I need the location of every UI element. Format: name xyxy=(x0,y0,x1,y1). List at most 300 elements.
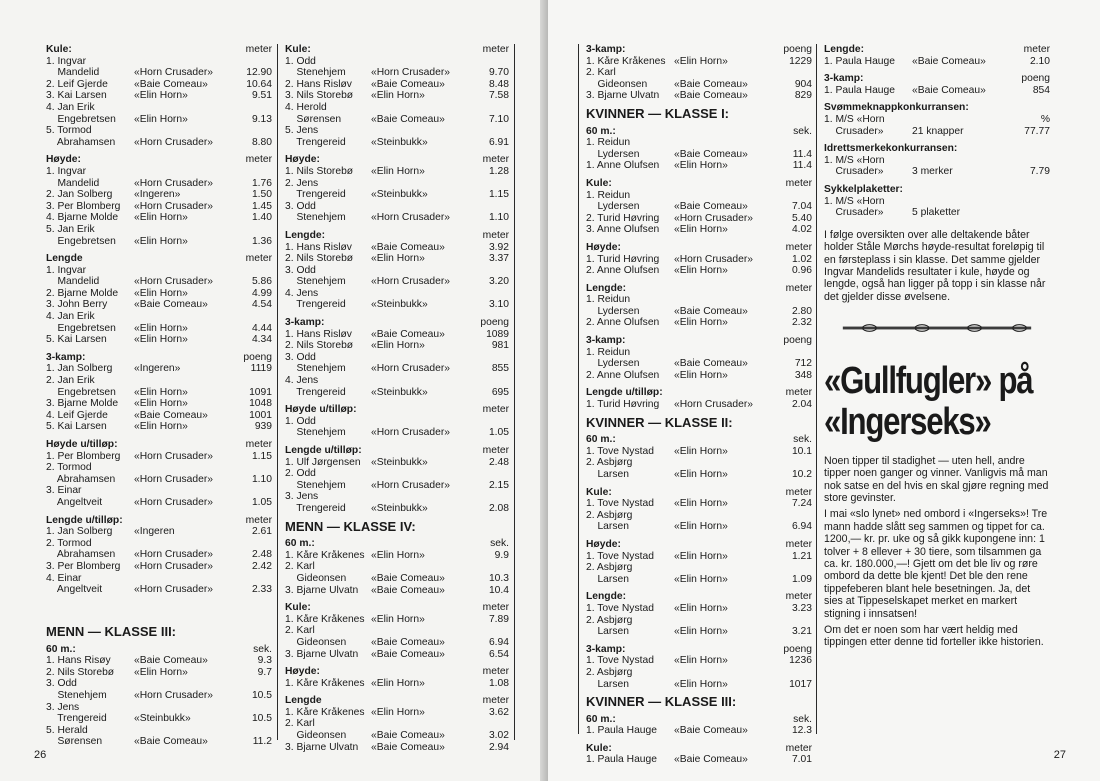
result-value: 1089 xyxy=(486,328,509,340)
result-value: 1.36 xyxy=(251,235,272,247)
athlete-name: 1. Per Blomberg xyxy=(46,450,121,462)
result-row xyxy=(586,446,812,458)
results-section xyxy=(285,602,509,660)
athlete-name: 1. Tove Nystad xyxy=(586,655,654,667)
section-header xyxy=(46,154,272,166)
result-row xyxy=(586,562,812,574)
athlete-name: Angeltveit xyxy=(46,584,103,596)
result-value xyxy=(469,468,509,480)
athlete-name: Engebretsen xyxy=(46,322,116,334)
athlete-name: 1. Kåre Kråkenes xyxy=(285,677,365,689)
result-value xyxy=(1010,196,1050,208)
results-section xyxy=(285,317,509,398)
result-row xyxy=(285,288,509,300)
result-value xyxy=(469,288,509,300)
athlete-name: 2. Asbjørg xyxy=(586,562,633,574)
section-unit: meter xyxy=(245,44,272,55)
results-column-3 xyxy=(586,44,812,772)
result-value: 11.2 xyxy=(252,736,272,748)
result-row xyxy=(586,224,812,236)
athlete-name: 1. Odd xyxy=(285,415,316,427)
section-title: Lengde: xyxy=(824,44,865,55)
result-value: 12.3 xyxy=(791,725,812,737)
result-row xyxy=(586,457,812,469)
section-title: 3-kamp: xyxy=(586,335,626,347)
team-name: «Elin Horn» xyxy=(134,235,188,247)
result-row xyxy=(46,236,272,248)
team-name: «Baie Comeau» xyxy=(674,78,748,90)
section-unit: meter xyxy=(482,602,509,614)
team-name: «Elin Horn» xyxy=(674,678,728,690)
result-value: 2.32 xyxy=(791,317,812,329)
section-header xyxy=(46,439,272,451)
result-row xyxy=(285,561,509,573)
result-row xyxy=(285,201,509,213)
athlete-name: 1. M/S «Horn xyxy=(824,195,885,207)
team-name: «Elin Horn» xyxy=(674,626,728,638)
athlete-name: 1. Odd xyxy=(285,55,316,67)
result-value: 1.09 xyxy=(791,573,812,585)
section-unit: meter xyxy=(245,514,272,526)
team-name: «Baie Comeau» xyxy=(912,84,986,96)
result-value: 1.05 xyxy=(251,496,272,508)
team-name xyxy=(371,201,469,213)
result-value: 1.28 xyxy=(488,165,509,177)
result-row xyxy=(285,352,509,364)
athlete-name: 4. Leif Gjerde xyxy=(46,409,108,421)
team-name xyxy=(134,311,232,323)
athlete-name: 1. Paula Hauge xyxy=(824,84,895,96)
result-row xyxy=(46,398,272,410)
result-value: 7.04 xyxy=(791,201,812,213)
result-row xyxy=(285,730,509,742)
result-row xyxy=(46,79,272,91)
team-name: «Elin Horn» xyxy=(371,706,425,718)
athlete-name: 5. Tormod xyxy=(46,125,92,137)
result-row xyxy=(586,67,812,79)
result-row xyxy=(586,201,812,213)
team-name: «Elin Horn» xyxy=(674,498,728,510)
athlete-name: Lydersen xyxy=(586,305,640,317)
result-row xyxy=(285,573,509,585)
result-value xyxy=(469,265,509,277)
results-section xyxy=(285,666,509,689)
athlete-name: 2. Asbjørg xyxy=(586,614,633,626)
athlete-name: 2. Tormod xyxy=(46,462,92,474)
result-row xyxy=(46,212,272,224)
athlete-name: Trengereid xyxy=(285,299,346,311)
results-note: I følge oversikten over alle deltakende båter holder Ståle Mørchs høyde-resultat foreløpig til en førsteplass i sin klasse. Det samme gjelder Ingvar Mandelids resultater i kule, høyde og lengde, også han ligger på topp i sin klasse når det gjelder disse øvelsene. xyxy=(824,228,1046,303)
section-header xyxy=(586,434,812,446)
result-row xyxy=(586,160,812,172)
result-row xyxy=(285,253,509,265)
result-value: 3.62 xyxy=(488,706,509,718)
section-title: 60 m.: xyxy=(46,643,76,655)
athlete-name: 4. Jan Erik xyxy=(46,101,95,113)
result-row xyxy=(824,114,1050,126)
section-unit: meter xyxy=(785,742,812,754)
athlete-name: Abrahamsen xyxy=(46,473,116,485)
team-name: «Baie Comeau» xyxy=(371,328,445,340)
athlete-name: 1. Nils Storebø xyxy=(285,165,354,177)
athlete-name: 3. Odd xyxy=(285,200,316,212)
section-header xyxy=(285,602,509,614)
athlete-name: 5. Kai Larsen xyxy=(46,334,107,346)
athlete-name: 2. Asbjørg xyxy=(586,457,633,469)
results-column-1 xyxy=(46,44,272,602)
section-title: Lengde u/tilløp: xyxy=(285,445,362,456)
result-value xyxy=(232,166,272,178)
section-unit: meter xyxy=(785,177,812,189)
result-value: 6.91 xyxy=(488,136,509,148)
results-section xyxy=(285,695,509,753)
result-row xyxy=(586,510,812,522)
team-name: «Steinbukk» xyxy=(371,386,428,398)
result-value: 2.94 xyxy=(488,741,509,753)
team-name: «Horn Crusader» xyxy=(371,363,450,375)
section-title: Høyde u/tilløp: xyxy=(46,439,118,450)
result-row xyxy=(285,178,509,190)
athlete-name: 1. Ulf Jørgensen xyxy=(285,456,361,468)
section-title: Kule: xyxy=(285,44,311,55)
result-row xyxy=(285,102,509,114)
result-value: 4.54 xyxy=(251,299,272,311)
athlete-name: Engebretsen xyxy=(46,113,116,125)
team-name: «Horn Crusader» xyxy=(134,473,213,485)
result-row xyxy=(586,294,812,306)
section-title: 60 m.: xyxy=(586,125,616,137)
team-name: «Baie Comeau» xyxy=(371,741,445,753)
results-section xyxy=(46,626,272,638)
athlete-name: Trengereid xyxy=(285,189,346,201)
results-section xyxy=(586,591,812,637)
athlete-name: 2. Nils Storebø xyxy=(46,666,115,678)
result-row xyxy=(46,375,272,387)
team-name: «Baie Comeau» xyxy=(134,299,208,311)
result-row xyxy=(46,125,272,137)
section-unit: sek. xyxy=(253,643,272,655)
athlete-name: 5. Herald xyxy=(46,724,88,736)
team-name xyxy=(674,67,772,79)
result-row xyxy=(46,538,272,550)
result-value: 3.23 xyxy=(791,602,812,614)
section-header xyxy=(46,644,272,656)
team-name: «Steinbukk» xyxy=(371,456,428,468)
result-row xyxy=(285,491,509,503)
team-name: «Horn Crusader» xyxy=(134,276,213,288)
result-value: 2.10 xyxy=(1029,55,1050,67)
result-row xyxy=(46,311,272,323)
team-name: «Steinbukk» xyxy=(134,713,191,725)
result-row xyxy=(46,363,272,375)
results-section xyxy=(46,253,272,346)
result-value xyxy=(232,56,272,68)
result-value: 10.3 xyxy=(488,572,509,584)
athlete-name: 1. Kåre Kråkenes xyxy=(285,706,365,718)
result-row xyxy=(586,615,812,627)
result-row xyxy=(46,224,272,236)
team-name: «Baie Comeau» xyxy=(371,648,445,660)
results-section xyxy=(824,184,1050,219)
result-row xyxy=(46,323,272,335)
section-title: Høyde u/tilløp: xyxy=(285,404,357,416)
section-title: Høyde: xyxy=(285,154,320,166)
team-name xyxy=(134,265,232,277)
result-row xyxy=(285,114,509,126)
result-value xyxy=(232,538,272,550)
athlete-name: 2. Asbjørg xyxy=(586,666,633,678)
article-headline xyxy=(824,359,1033,443)
team-name xyxy=(371,416,469,428)
team-name: «Baie Comeau» xyxy=(674,148,748,160)
section-title: Svømmeknappkonkurransen: xyxy=(824,102,969,114)
athlete-name: 1. Reidun xyxy=(586,137,631,149)
result-value xyxy=(469,718,509,730)
team-name: «Baie Comeau» xyxy=(134,736,208,748)
athlete-name: Larsen xyxy=(586,573,629,585)
team-name: «Baie Comeau» xyxy=(371,241,445,253)
result-value xyxy=(469,102,509,114)
result-row xyxy=(285,585,509,597)
section-header xyxy=(586,387,812,399)
result-value: 1.21 xyxy=(791,550,812,562)
athlete-name: Sørensen xyxy=(46,736,103,748)
result-row xyxy=(586,213,812,225)
athlete-name: 3. Per Blomberg xyxy=(46,200,121,212)
result-row xyxy=(46,189,272,201)
team-name xyxy=(674,510,772,522)
result-row xyxy=(824,207,1050,219)
athlete-name: 1. Hans Risløv xyxy=(285,241,352,253)
section-title: Lengde: xyxy=(285,229,326,241)
result-value: 3.20 xyxy=(488,276,509,288)
team-name xyxy=(134,538,232,550)
result-value: 12.90 xyxy=(246,67,272,79)
athlete-name: 5. Jan Erik xyxy=(46,223,95,235)
section-unit: meter xyxy=(245,253,272,265)
section-title: Høyde: xyxy=(46,154,81,166)
team-name: «Elin Horn» xyxy=(674,521,728,533)
result-row xyxy=(46,573,272,585)
athlete-name: Abrahamsen xyxy=(46,136,116,148)
results-section xyxy=(586,44,812,102)
result-value: 904 xyxy=(794,78,812,90)
athlete-name: Gideonsen xyxy=(285,730,347,742)
result-row xyxy=(46,102,272,114)
athlete-name: 1. Hans Risløv xyxy=(285,328,352,340)
section-unit: meter xyxy=(785,387,812,399)
section-header xyxy=(586,644,812,656)
team-name: «Baie Comeau» xyxy=(371,730,445,742)
headline-line-2: «Ingerseks» xyxy=(824,400,991,443)
result-row xyxy=(586,725,812,737)
result-row xyxy=(46,667,272,679)
athlete-name: 3. John Berry xyxy=(46,299,108,311)
result-value: 5.40 xyxy=(791,212,812,224)
team-name: «Baie Comeau» xyxy=(134,78,208,90)
result-value: 10.5 xyxy=(251,713,272,725)
result-row xyxy=(46,276,272,288)
team-name: «Ingeren» xyxy=(134,363,181,375)
results-section xyxy=(586,644,812,690)
team-name: «Elin Horn» xyxy=(674,265,728,277)
result-value xyxy=(232,102,272,114)
athlete-name: 1. Jan Solberg xyxy=(46,363,113,375)
athlete-name: 1. Ingvar xyxy=(46,55,87,67)
team-name: «Elin Horn» xyxy=(371,253,425,265)
results-column-4 xyxy=(824,44,1050,649)
athlete-name: Stenehjem xyxy=(46,689,107,701)
athlete-name: Trengereid xyxy=(285,136,346,148)
team-name xyxy=(134,702,232,714)
result-value: 6.94 xyxy=(488,636,509,648)
results-section xyxy=(46,644,272,748)
result-value: 7.79 xyxy=(1029,166,1050,178)
section-title: KVINNER — KLASSE I: xyxy=(586,105,730,121)
team-name: «Horn Crusader» xyxy=(674,253,753,265)
results-section xyxy=(824,73,1050,96)
section-unit: poeng xyxy=(1021,73,1050,85)
section-header xyxy=(285,695,509,707)
result-row xyxy=(285,457,509,469)
team-name: «Baie Comeau» xyxy=(134,409,208,421)
team-name: «Elin Horn» xyxy=(371,613,425,625)
result-value xyxy=(469,416,509,428)
team-name: 21 knapper xyxy=(912,125,964,137)
result-row xyxy=(586,370,812,382)
result-value: 1.15 xyxy=(488,189,509,201)
athlete-name: 2. Karl xyxy=(285,561,315,573)
result-value: 9.70 xyxy=(488,67,509,79)
result-value: 1.08 xyxy=(488,677,509,689)
athlete-name: 2. Karl xyxy=(285,718,315,730)
athlete-name: 1. Turid Høvring xyxy=(586,399,660,411)
section-header xyxy=(586,105,812,121)
athlete-name: 1. Jan Solberg xyxy=(46,526,113,538)
result-row xyxy=(586,498,812,510)
article-paragraph: Noen tipper til stadighet — uten hell, andre tipper noen ganger og vinner. Vanligvis må man nok satse en del hvis en skal gjøre regning med store gevinster. xyxy=(824,454,1049,504)
athlete-name: 3. Nils Storebø xyxy=(285,90,354,102)
result-row xyxy=(586,149,812,161)
result-row xyxy=(824,85,1050,97)
results-section xyxy=(586,242,812,277)
section-unit: meter xyxy=(482,695,509,707)
result-row xyxy=(824,56,1050,68)
athlete-name: Trengereid xyxy=(285,502,346,514)
results-section xyxy=(586,178,812,236)
athlete-name: Larsen xyxy=(586,626,629,638)
result-value: 1.40 xyxy=(251,212,272,224)
result-row xyxy=(285,363,509,375)
section-header xyxy=(824,44,1050,56)
section-title: 3-kamp: xyxy=(586,643,626,655)
team-name: «Ingeren» xyxy=(134,189,181,201)
result-row xyxy=(46,702,272,714)
team-name: «Horn Crusader» xyxy=(134,177,213,189)
section-unit: meter xyxy=(482,666,509,678)
section-unit: sek. xyxy=(793,713,812,725)
team-name: «Elin Horn» xyxy=(134,90,188,102)
result-row xyxy=(586,521,812,533)
result-row xyxy=(586,265,812,277)
result-row xyxy=(285,265,509,277)
team-name: «Baie Comeau» xyxy=(371,584,445,596)
result-row xyxy=(46,451,272,463)
section-header xyxy=(586,487,812,499)
result-value: 3.92 xyxy=(488,241,509,253)
result-row xyxy=(285,637,509,649)
results-section xyxy=(46,154,272,247)
athlete-name: 2. Bjarne Molde xyxy=(46,287,119,299)
result-row xyxy=(586,679,812,691)
athlete-name: 4. Einar xyxy=(46,572,82,584)
team-name xyxy=(134,573,232,585)
team-name: «Elin Horn» xyxy=(134,113,188,125)
athlete-name: Lydersen xyxy=(586,201,640,213)
athlete-name: 1. Reidun xyxy=(586,294,631,306)
result-value xyxy=(232,573,272,585)
result-value: 981 xyxy=(491,340,509,352)
result-value: 1.50 xyxy=(251,189,272,201)
result-value: 5.86 xyxy=(251,276,272,288)
team-name xyxy=(134,485,232,497)
results-section xyxy=(46,439,272,509)
section-header xyxy=(586,696,812,708)
section-unit: meter xyxy=(785,486,812,498)
section-title: Kule: xyxy=(285,602,311,614)
athlete-name: 1. M/S «Horn xyxy=(824,154,885,166)
result-row xyxy=(46,736,272,748)
result-value xyxy=(1010,155,1050,167)
section-unit: meter xyxy=(785,591,812,603)
result-row xyxy=(285,427,509,439)
result-value: 7.89 xyxy=(488,613,509,625)
result-row xyxy=(285,276,509,288)
result-value: 1.45 xyxy=(251,200,272,212)
section-title: Kule: xyxy=(586,177,612,189)
section-title: MENN — KLASSE IV: xyxy=(285,518,416,534)
athlete-name: Stenehjem xyxy=(285,479,346,491)
athlete-name: Gideonsen xyxy=(285,572,347,584)
athlete-name: 2. Anne Olufsen xyxy=(586,369,660,381)
result-value: 2.42 xyxy=(251,560,272,572)
section-unit: meter xyxy=(245,154,272,166)
result-value: 10.2 xyxy=(791,469,812,480)
athlete-name: 1. Kåre Kråkenes xyxy=(285,549,365,561)
section-header xyxy=(285,154,509,166)
athlete-name: 4. Herold xyxy=(285,101,327,113)
result-row xyxy=(586,347,812,359)
athlete-name: 3. Bjarne Ulvatn xyxy=(586,90,660,102)
result-row xyxy=(285,79,509,91)
result-row xyxy=(586,399,812,411)
result-value: 855 xyxy=(491,363,509,375)
result-value: 1.76 xyxy=(251,177,272,189)
result-value: 1091 xyxy=(249,386,272,398)
result-value: 9.13 xyxy=(251,113,272,125)
athlete-name: Stenehjem xyxy=(285,67,346,79)
athlete-name: 2. Nils Storebø xyxy=(285,253,354,265)
team-name: «Baie Comeau» xyxy=(371,636,445,648)
team-name: «Baie Comeau» xyxy=(674,725,748,737)
team-name: «Baie Comeau» xyxy=(674,90,748,102)
section-header xyxy=(46,515,272,527)
result-value: 7.24 xyxy=(791,498,812,510)
results-section xyxy=(824,143,1050,178)
athlete-name: 1. Paula Hauge xyxy=(586,725,657,737)
team-name: «Elin Horn» xyxy=(134,287,188,299)
section-header xyxy=(824,184,1050,196)
